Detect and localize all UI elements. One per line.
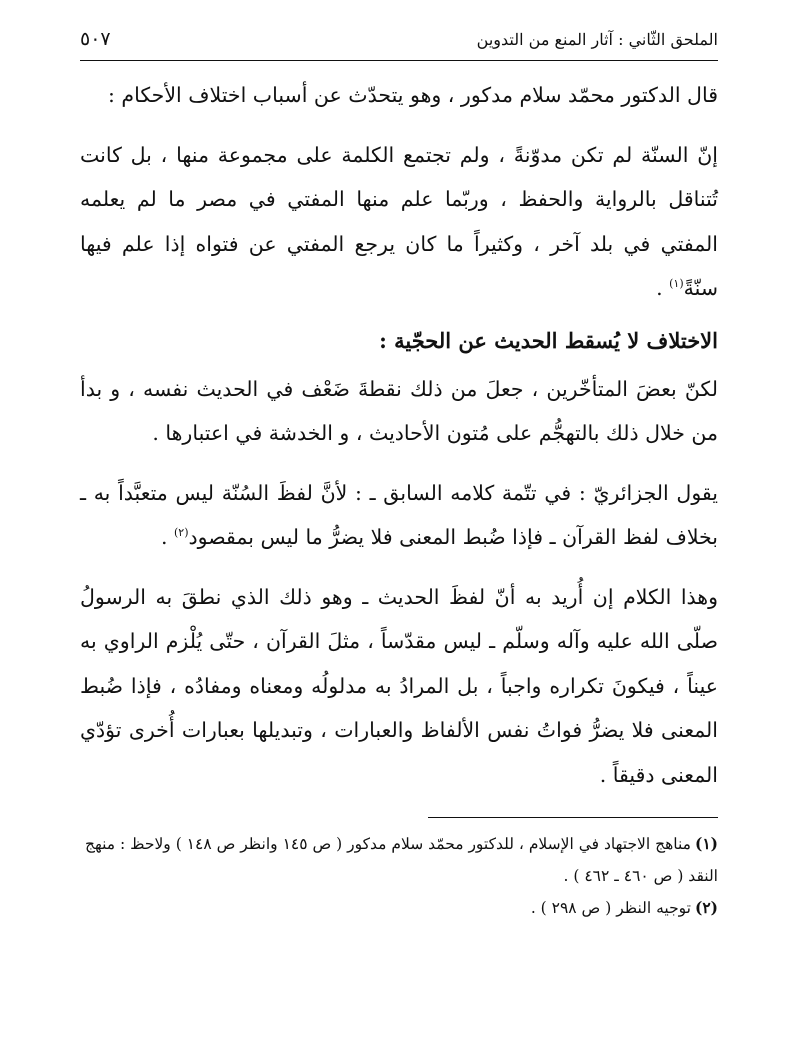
footnote-ref-2[interactable]: (٢) bbox=[174, 526, 189, 540]
footnotes bbox=[80, 828, 718, 924]
page-number: ٥٠٧ bbox=[80, 28, 111, 50]
footnote-ref-1[interactable]: (١) bbox=[669, 277, 684, 291]
footnote-2-text: توجيه النظر ( ص ٢٩٨ ) . bbox=[530, 899, 691, 917]
footnote-1-text: مناهج الاجتهاد في الإسلام ، للدكتور محمّد سلام مدكور ( ص ١٤٥ وانظر ص ١٤٨ ) ولاحظ : منهج النقد ( ص ٤٦٠ ـ ٤٦٢ ) . bbox=[84, 835, 718, 885]
paragraph-4 bbox=[80, 471, 718, 560]
paragraph-4-text: يقول الجزائريّ : في تتّمة كلامه السابق ـ : لأنَّ لفظَ السُنّة ليس متعبَّداً به ـ بخلاف لفظ القرآن ـ فإذا ضُبط المعنى فلا يضرُّ ما ليس بمقصود bbox=[80, 480, 718, 549]
paragraph-2-text: إنّ السنّة لم تكن مدوّنةً ، ولم تجتمع الكلمة على مجموعة منها ، بل كانت تُتناقل بالرواية والحفظ ، وربّما علم منها المفتي في مصر ما لم يعلمه المفتي في بلد آخر ، وكثيراً ما كان يرجع المفتي عن فتواه إذا علم فيها سنّةً bbox=[80, 142, 718, 300]
footnote-2-number: (٢) bbox=[694, 898, 718, 917]
main-text bbox=[80, 73, 718, 797]
paragraph-2-end: . bbox=[656, 276, 670, 300]
paragraph-3: لكنّ بعضَ المتأخّرين ، جعلَ من ذلك نقطةَ ضَعْف في الحديث نفسه ، و بدأ من خلال ذلك بالتهجُّم على مُتون الأحاديث ، و الخدشة في اعتبارها . bbox=[80, 376, 718, 445]
paragraph-2 bbox=[80, 133, 718, 311]
footnote-2 bbox=[80, 892, 718, 924]
paragraph-1: قال الدكتور محمّد سلام مدكور ، وهو يتحدّث عن أسباب اختلاف الأحكام : bbox=[108, 83, 718, 107]
footnote-1 bbox=[80, 828, 718, 892]
footnote-separator bbox=[428, 817, 718, 818]
book-page bbox=[80, 28, 718, 1018]
footnote-1-number: (١) bbox=[694, 834, 718, 853]
paragraph-4-end: . bbox=[160, 525, 174, 549]
running-title: الملحق الثّاني : آثار المنع من التدوين bbox=[476, 30, 718, 49]
section-heading: الاختلاف لا يُسقط الحديث عن الحجّية : bbox=[379, 327, 718, 353]
paragraph-5: وهذا الكلام إن أُريد به أنّ لفظَ الحديث ـ وهو ذلك الذي نطقَ به الرسولُ صلّى الله عليه وآله وسلّم ـ ليس مقدّساً ، مثلَ القرآن ، حتّى يُلْزم الراوي به عيناً ، فيكونَ تكراره واجباً ، بل المرادُ به مدلولُه ومعناه ومفادُه ، فإذا ضُبط المعنى فلا يضرُّ فواتُ نفس الألفاظ والعبارات ، وتبديلها بعبارات أُخرى تؤدّي المعنى دقيقاً . bbox=[80, 584, 718, 787]
page-header bbox=[80, 28, 718, 61]
